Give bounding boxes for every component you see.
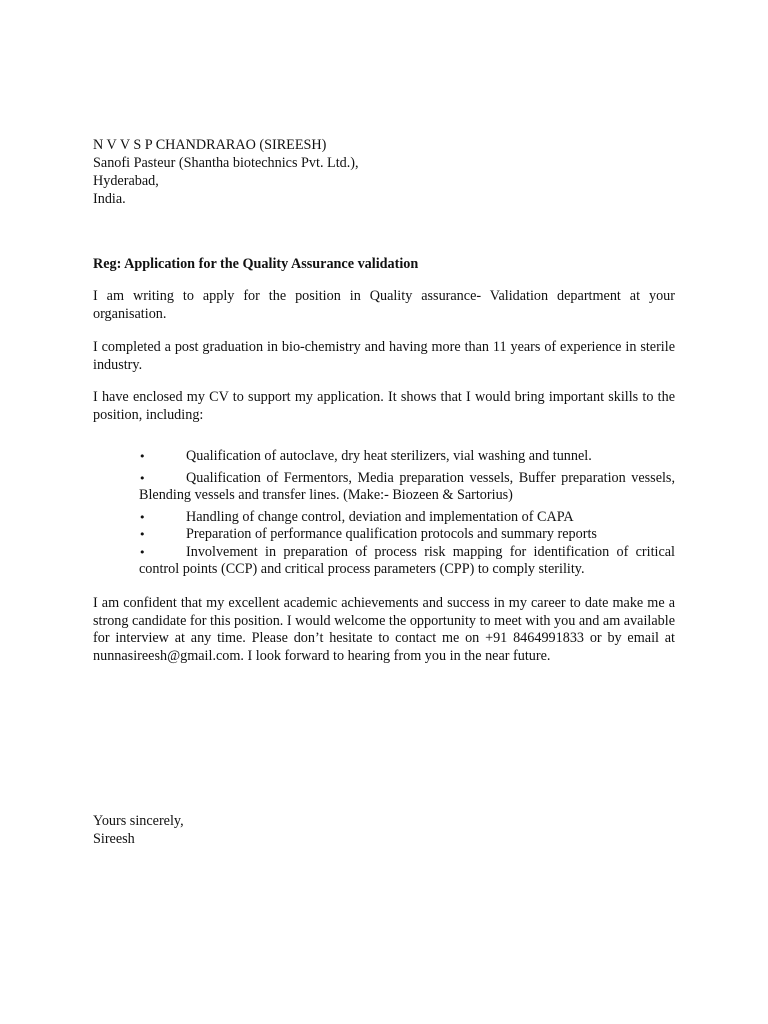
list-item bbox=[139, 544, 675, 579]
intro-paragraph: I am writing to apply for the position in Quality assurance- Validation department at your organisation. bbox=[93, 288, 675, 322]
list-item-text: Involvement in preparation of process risk mapping for identification of critical control points (CCP) and critical process parameters (CPP) to comply sterility. bbox=[139, 543, 675, 577]
list-item bbox=[139, 509, 675, 527]
bullet-icon: • bbox=[139, 510, 146, 524]
list-item bbox=[139, 448, 675, 466]
list-item-text: Handling of change control, deviation and implementation of CAPA bbox=[186, 508, 574, 525]
list-item-text: Qualification of autoclave, dry heat sterilizers, vial washing and tunnel. bbox=[186, 448, 592, 464]
sender-company: Sanofi Pasteur (Shantha biotechnics Pvt. Ltd.), bbox=[93, 155, 359, 171]
sender-city: Hyderabad, bbox=[93, 173, 159, 189]
education-paragraph: I completed a post graduation in bio-chemistry and having more than 11 years of experience in sterile industry. bbox=[93, 339, 675, 373]
sender-country: India. bbox=[93, 191, 126, 207]
bullet-icon: • bbox=[139, 450, 146, 463]
list-item-text: Qualification of Fermentors, Media preparation vessels, Buffer preparation vessels, Blending vessels and transfer lines. (Make:- Biozeen & Sartorius) bbox=[139, 469, 675, 503]
closing-paragraph: I am confident that my excellent academic achievements and success in my career to date make me a strong candidate for this position. I would welcome the opportunity to meet with you and am available for interview at any time. Please don’t hesitate to contact me on +91 8464991833 or by email at nunnasireesh@gmail.com. I look forward to hearing from you in the near future. bbox=[93, 595, 675, 664]
bullet-icon: • bbox=[139, 471, 146, 485]
signoff-salutation: Yours sincerely, bbox=[93, 813, 184, 829]
signoff-name: Sireesh bbox=[93, 831, 135, 847]
skills-list bbox=[139, 448, 675, 583]
signoff-block bbox=[93, 812, 184, 848]
list-item-text: Preparation of performance qualification protocols and summary reports bbox=[186, 526, 597, 542]
subject-line: Reg: Application for the Quality Assurance validation bbox=[93, 256, 419, 272]
sender-name: N V V S P CHANDRARAO (SIREESH) bbox=[93, 137, 327, 153]
list-item bbox=[139, 470, 675, 505]
sender-address-block bbox=[93, 136, 675, 208]
list-item bbox=[139, 526, 675, 544]
bullet-icon: • bbox=[139, 528, 146, 541]
bullet-icon: • bbox=[139, 545, 146, 559]
skills-intro-paragraph: I have enclosed my CV to support my application. It shows that I would bring important skills to the position, including: bbox=[93, 389, 675, 423]
